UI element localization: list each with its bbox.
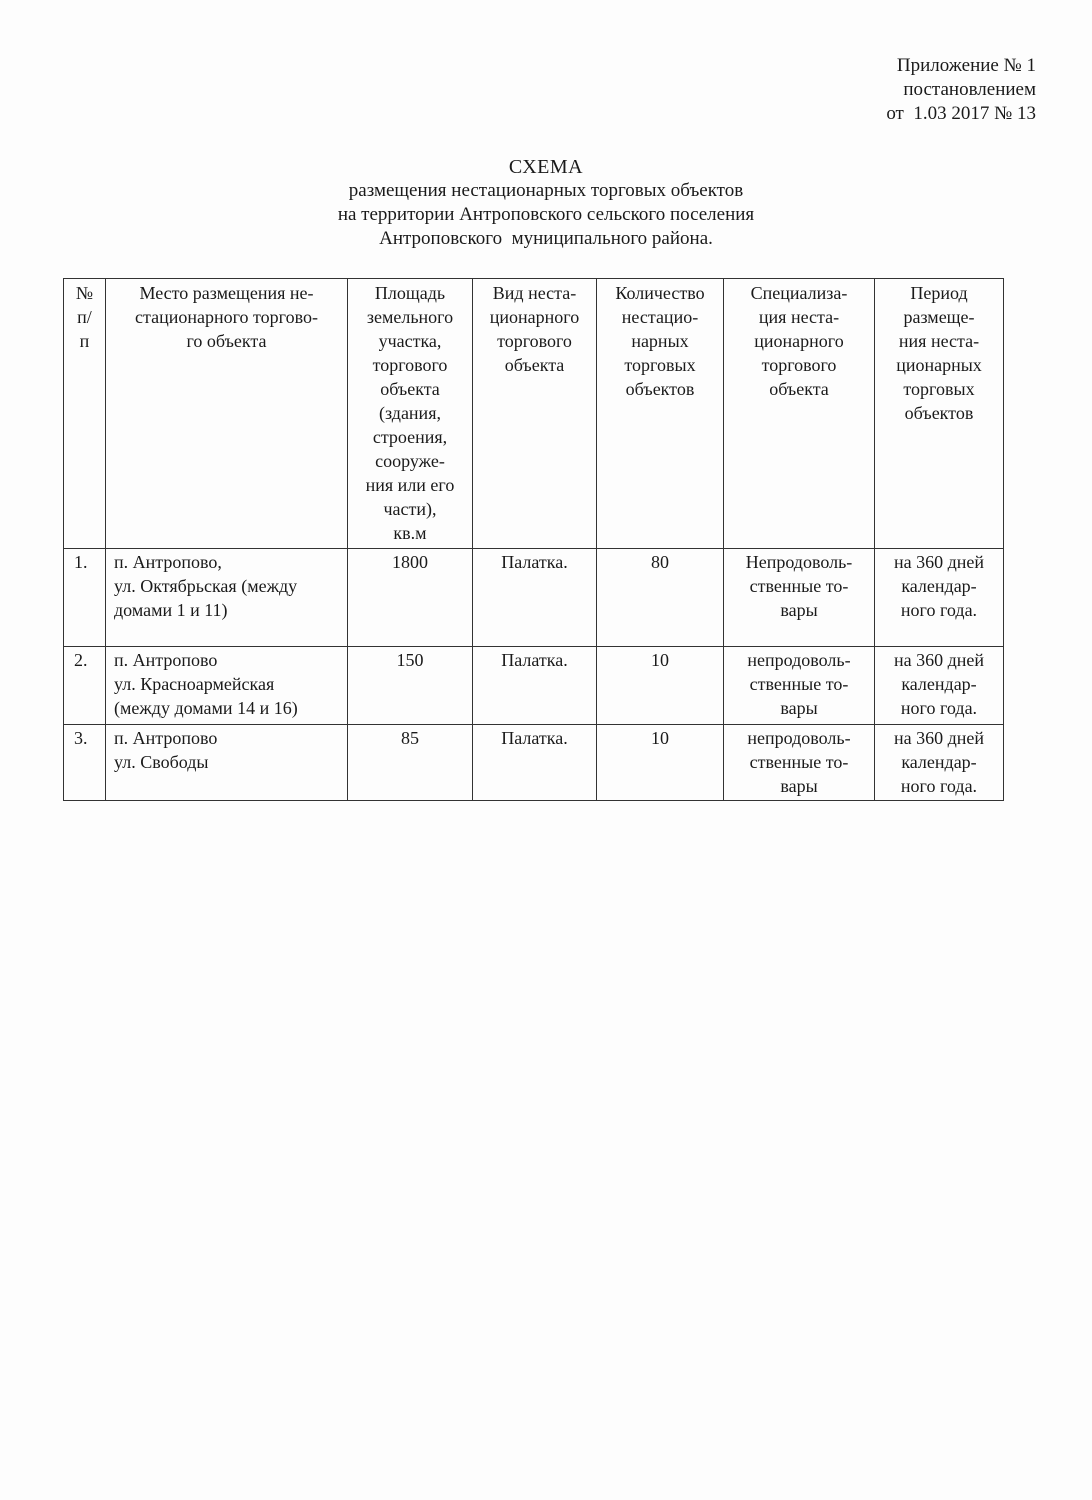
document-title: [0, 155, 1092, 251]
row-count: 10: [597, 725, 724, 801]
row-place: п. Антропово ул. Красноармейская (между домами 14 и 16): [106, 647, 348, 725]
row-area: 85: [348, 725, 473, 801]
row-count: 80: [597, 549, 724, 647]
title-line-2: на территории Антроповского сельского поселения: [337, 204, 755, 225]
title-line-3: Антроповского муниципального района.: [379, 228, 713, 249]
row-period: на 360 дней календар- ного года.: [875, 549, 1004, 647]
table-row: [64, 725, 1004, 801]
appendix-block: [886, 54, 1036, 126]
row-period: на 360 дней календар- ного года.: [875, 647, 1004, 725]
appendix-resolution: постановлением: [903, 79, 1036, 100]
header-count: Количество нестацио- нарных торговых объектов: [597, 279, 724, 549]
row-area: 150: [348, 647, 473, 725]
header-type: Вид неста- ционарного торгового объекта: [473, 279, 597, 549]
appendix-number: Приложение № 1: [896, 55, 1036, 76]
row-type: Палатка.: [473, 549, 597, 647]
header-specialization: Специализа- ция неста- ционарного торгового объекта: [724, 279, 875, 549]
table-row: [64, 549, 1004, 647]
row-type: Палатка.: [473, 725, 597, 801]
header-place: Место размещения не- стационарного торгово- го объекта: [106, 279, 348, 549]
table-row: [64, 647, 1004, 725]
row-number: 2.: [64, 647, 106, 725]
placement-table: [63, 278, 1004, 801]
appendix-date: от 1.03 2017 № 13: [886, 103, 1036, 124]
title-line-1: размещения нестационарных торговых объектов: [348, 180, 744, 201]
row-number: 3.: [64, 725, 106, 801]
row-place: п. Антропово, ул. Октябрьская (между домами 1 и 11): [106, 549, 348, 647]
table-header-row: [64, 279, 1004, 549]
row-area: 1800: [348, 549, 473, 647]
row-number: 1.: [64, 549, 106, 647]
title-main: СХЕМА: [508, 156, 584, 178]
header-area: Площадь земельного участка, торгового объекта (здания, строения, сооруже- ния или его части), кв.м: [348, 279, 473, 549]
row-place: п. Антропово ул. Свободы: [106, 725, 348, 801]
row-specialization: непродоволь- ственные то- вары: [724, 647, 875, 725]
row-specialization: непродоволь- ственные то- вары: [724, 725, 875, 801]
row-period: на 360 дней календар- ного года.: [875, 725, 1004, 801]
row-specialization: Непродоволь- ственные то- вары: [724, 549, 875, 647]
row-type: Палатка.: [473, 647, 597, 725]
header-period: Период размеще- ния неста- ционарных торговых объектов: [875, 279, 1004, 549]
header-number: № п/ п: [64, 279, 106, 549]
row-count: 10: [597, 647, 724, 725]
